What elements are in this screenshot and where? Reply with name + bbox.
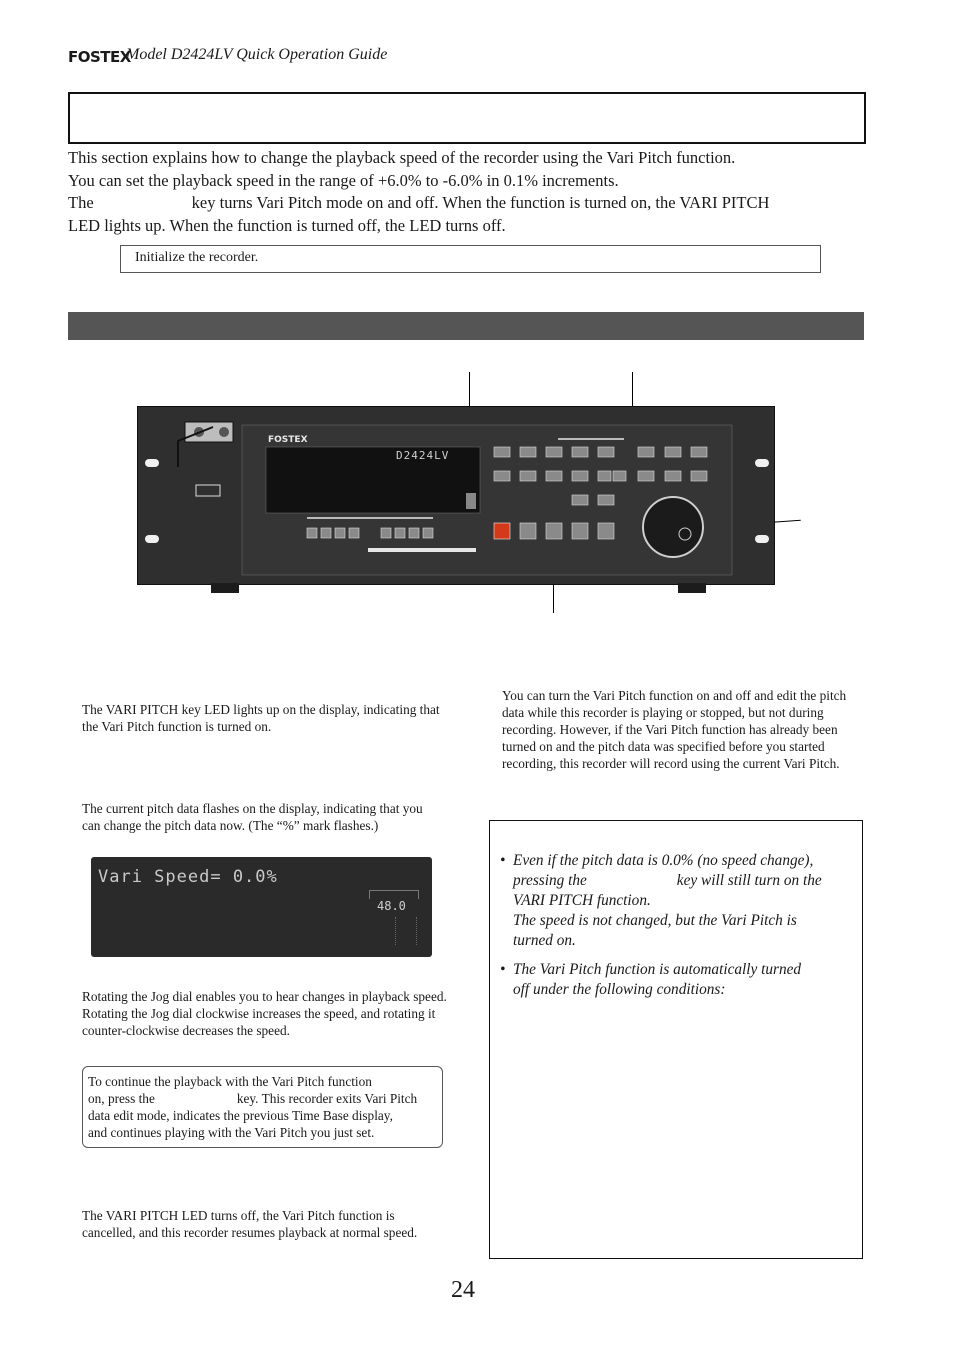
- lcd-rate-frame: [369, 890, 419, 899]
- step4-description: The VARI PITCH LED turns off, the Vari Pitch function is cancelled, and this recorder resumes playback at normal speed.: [82, 1208, 418, 1240]
- step2-description: The current pitch data flashes on the display, indicating that you can change the pitch data now. (The “%” mark flashes.): [82, 801, 423, 833]
- note-line-2-end: key. This recorder exits Vari Pitch: [236, 1091, 418, 1106]
- section-title-box: [68, 92, 866, 144]
- intro-line-2: You can set the playback speed in the range of +6.0% to -6.0% in 0.1% increments.: [68, 170, 619, 190]
- intro-line-1: This section explains how to change the playback speed of the recorder using the Vari Pitch function.: [68, 148, 736, 167]
- bullet1-line-2-start: pressing the: [513, 872, 587, 889]
- bullet1-line-5: turned on.: [513, 932, 576, 949]
- bullet1-line-3: VARI PITCH function.: [513, 892, 651, 909]
- bullet1-line-2-end: key will still turn on the: [676, 872, 822, 889]
- preparation-box: [120, 245, 821, 273]
- guide-title: Model D2424LV Quick Operation Guide: [126, 46, 388, 63]
- device-brand: FOSTEX: [268, 435, 308, 445]
- intro-line-3: [68, 192, 868, 215]
- note-line-2: [88, 1090, 417, 1107]
- bullet-dot-2: •: [500, 961, 506, 978]
- intro-paragraph: [68, 147, 868, 237]
- continue-playback-note: [82, 1066, 443, 1148]
- vari-pitch-availability-text: You can turn the Vari Pitch function on and off and edit the pitch data while this recorder is playing or stopped, but not during recording. However, if the Vari Pitch function has already been turned on and the pitch data was specified before you started recording, this recorder will record using the current Vari Pitch.: [502, 688, 847, 771]
- notes-box: [489, 820, 863, 1259]
- step1-description: The VARI PITCH key LED lights up on the display, indicating that the Vari Pitch function is turned on.: [82, 702, 440, 734]
- note-line-4: and continues playing with the Vari Pitch you just set.: [88, 1125, 375, 1140]
- lcd-meter-marks: [395, 917, 417, 945]
- intro-line-3-start: The: [68, 193, 94, 212]
- bullet1-line-2: [513, 871, 822, 891]
- note-line-3: data edit mode, indicates the previous Time Base display,: [88, 1108, 393, 1123]
- recorder-panel-drawing: [138, 407, 774, 584]
- page-number: 24: [451, 1277, 475, 1303]
- note-line-1: To continue the playback with the Vari Pitch function: [88, 1074, 372, 1089]
- bullet1-line-1: Even if the pitch data is 0.0% (no speed change),: [513, 852, 814, 869]
- device-foot-right: [678, 583, 706, 593]
- fostex-logo: FOSTEX: [68, 48, 131, 66]
- lcd-display: [91, 857, 432, 957]
- note-line-2-start: on, press the: [88, 1091, 155, 1106]
- intro-line-4: LED lights up. When the function is turned off, the LED turns off.: [68, 215, 506, 235]
- section-header-bar: [68, 312, 864, 340]
- device-foot-left: [211, 583, 239, 593]
- lcd-sample-rate: 48.0: [377, 899, 406, 913]
- bullet2-line-1: The Vari Pitch function is automatically turned: [513, 961, 802, 978]
- intro-line-3-end: key turns Vari Pitch mode on and off. When the function is turned on, the VARI PITCH: [191, 193, 770, 212]
- bullet-dot-1: •: [500, 852, 506, 869]
- lcd-vari-speed-text: Vari Speed= 0.0%: [98, 867, 278, 887]
- bullet1-line-4: The speed is not changed, but the Vari Pitch is: [513, 912, 797, 929]
- step3-description: Rotating the Jog dial enables you to hear changes in playback speed. Rotating the Jog dial clockwise increases the speed, and rotating it counter-clockwise decreases the speed.: [82, 989, 447, 1038]
- bullet2-line-2: off under the following conditions:: [513, 981, 726, 998]
- preparation-text: Initialize the recorder.: [135, 250, 259, 265]
- recorder-front-panel: [137, 406, 775, 585]
- device-model: D2424LV: [396, 449, 450, 462]
